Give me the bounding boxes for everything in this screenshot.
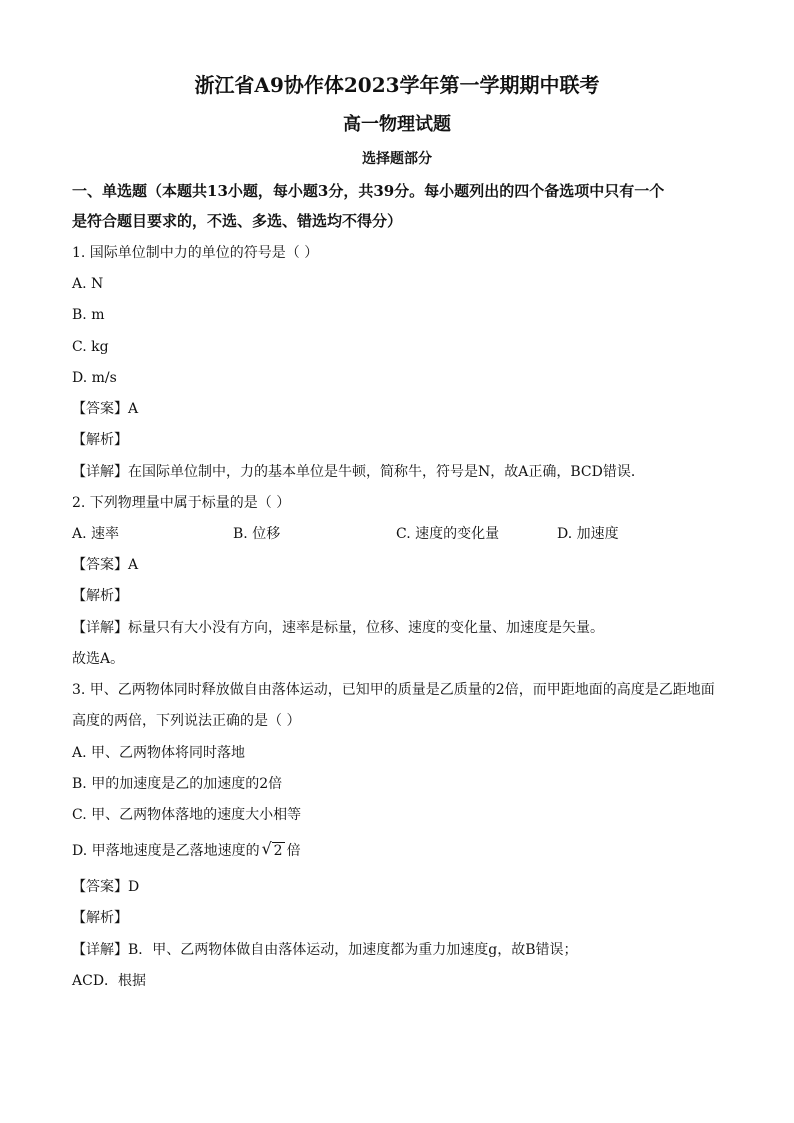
- q3-detail-continued: ACD．根据: [72, 973, 147, 989]
- q3-option-d: [72, 841, 301, 861]
- answer-tag: 【答案】: [72, 557, 128, 573]
- q1-analysis-tag: 【解析】: [72, 432, 128, 448]
- q1-option-b: B. m: [72, 307, 105, 323]
- q1-option-c: C. kg: [72, 339, 109, 355]
- page-subtitle: 高一物理试题: [343, 114, 451, 135]
- q2-answer: [72, 555, 138, 575]
- q2-stem: 2. 下列物理量中属于标量的是（ ）: [72, 495, 291, 511]
- sqrt-argument: 2: [273, 843, 283, 859]
- q1-answer: [72, 399, 138, 419]
- detail-text: B．甲、乙两物体做自由落体运动，加速度都为重力加速度g，故B错误；: [128, 942, 578, 958]
- q2-option-a: A. 速率: [72, 526, 120, 542]
- q3-stem-line1: 3. 甲、乙两物体同时释放做自由落体运动，已知甲的质量是乙质量的2倍，而甲距地面的高度是乙距地面: [72, 682, 715, 698]
- q2-option-b: B. 位移: [233, 526, 281, 542]
- option-d-suffix: 倍: [286, 843, 301, 859]
- section-heading-line2: 是符合题目要求的，不选、多选、错选均不得分）: [72, 212, 403, 230]
- q2-option-c: C. 速度的变化量: [396, 526, 500, 542]
- answer-tag: 【答案】: [72, 401, 128, 417]
- option-d-text: D. 甲落地速度是乙落地速度的: [72, 843, 260, 859]
- q3-analysis-tag: 【解析】: [72, 910, 128, 926]
- section-heading-line1: 一、单选题（本题共13小题，每小题3分，共39分。每小题列出的四个备选项中只有一个: [72, 182, 665, 200]
- q2-conclusion: 故选A。: [72, 651, 125, 667]
- q3-option-b: B. 甲的加速度是乙的加速度的2倍: [72, 776, 283, 792]
- q1-detail: [72, 462, 645, 482]
- q2-option-d: D. 加速度: [557, 526, 619, 542]
- q3-option-a: A. 甲、乙两物体将同时落地: [72, 745, 246, 761]
- answer-tag: 【答案】: [72, 879, 128, 895]
- page-title: 浙江省A9协作体2023学年第一学期期中联考: [194, 73, 600, 97]
- q3-option-c: C. 甲、乙两物体落地的速度大小相等: [72, 807, 302, 823]
- q3-answer: [72, 877, 139, 897]
- q2-detail: [72, 618, 604, 638]
- q3-stem-line2: 高度的两倍，下列说法正确的是（ ）: [72, 713, 301, 729]
- q1-stem: 1. 国际单位制中力的单位的符号是（ ）: [72, 245, 319, 261]
- answer-value: A: [128, 557, 139, 573]
- detail-tag: 【详解】: [72, 942, 128, 958]
- detail-text: 在国际单位制中，力的基本单位是牛顿，简称牛，符号是N，故A正确，BCD错误．: [128, 464, 645, 480]
- detail-tag: 【详解】: [72, 620, 128, 636]
- q1-option-a: A. N: [72, 276, 104, 292]
- q3-detail: [72, 940, 578, 960]
- answer-value: A: [128, 401, 139, 417]
- answer-value: D: [128, 879, 140, 895]
- detail-tag: 【详解】: [72, 464, 128, 480]
- q1-option-d: D. m/s: [72, 370, 117, 386]
- q2-analysis-tag: 【解析】: [72, 588, 128, 604]
- part-heading: 选择题部分: [362, 151, 432, 167]
- detail-text: 标量只有大小没有方向，速率是标量，位移、速度的变化量、加速度是矢量。: [128, 620, 604, 636]
- sqrt-symbol: √ 2: [261, 839, 283, 859]
